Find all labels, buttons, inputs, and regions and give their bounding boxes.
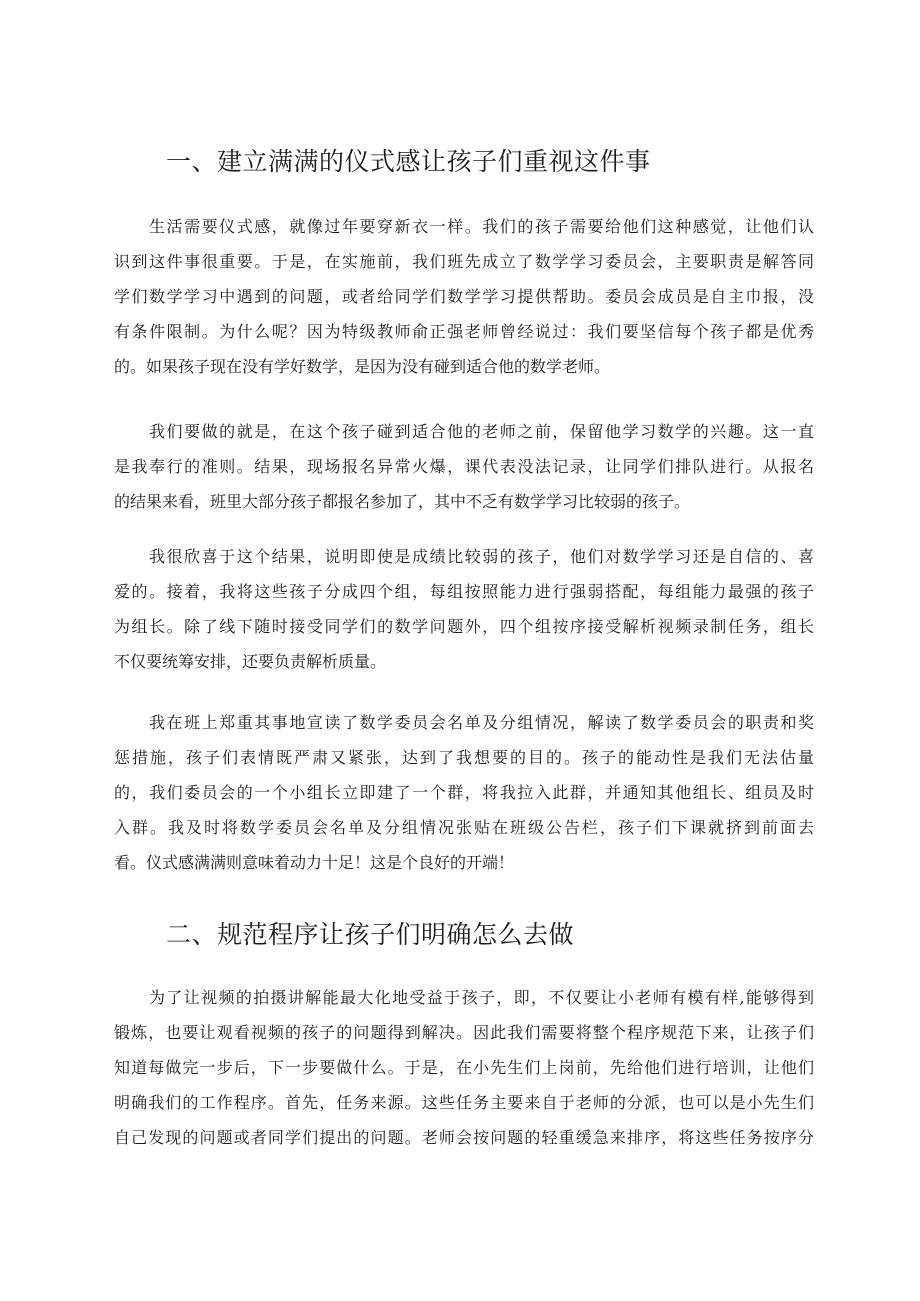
text-line: 的。如果孩子现在没有学好数学，是因为没有碰到适合他的数学老师。 — [114, 357, 611, 376]
section-heading-2: 二、规范程序让孩子们明确怎么去做 — [166, 920, 575, 949]
text-line: 的结果来看，班里大部分孩子都报名参加了，其中不乏有数学学习比较弱的孩子。 — [114, 492, 691, 511]
section-heading-1: 一、建立满满的仪式感让孩子们重视这件事 — [166, 147, 651, 176]
paragraph-1-3 — [114, 539, 814, 679]
text-line: 自己发现的问题或者同学们提出的问题。老师会按问题的轻重缓急来排序，将这些任务按序分 — [114, 1128, 814, 1147]
text-line: 锻炼，也要让观看视频的孩子的问题得到解决。因此我们需要将整个程序规范下来，让孩子们 — [114, 1023, 814, 1042]
text-line: 为组长。除了线下随时接受同学们的数学问题外，四个组按序接受解析视频录制任务，组长 — [114, 617, 814, 636]
paragraph-1-2 — [114, 414, 814, 519]
text-line: 不仅要统筹安排，还要负责解析质量。 — [114, 652, 387, 671]
paragraph-1-1 — [114, 209, 814, 384]
text-line: 的，我们委员会的一个小组长立即建了一个群，将我拉入此群，并通知其他组长、组员及时 — [114, 783, 814, 802]
text-line: 爱的。接着，我将这些孩子分成四个组，每组按照能力进行强弱搭配，每组能力最强的孩子 — [114, 582, 814, 601]
paragraph-2-1 — [114, 980, 814, 1155]
text-line: 入群。我及时将数学委员会名单及分组情况张贴在班级公告栏，孩子们下课就挤到前面去 — [114, 818, 814, 837]
text-line: 知道每做完一步后，下一步要做什么。于是，在小先生们上岗前，先给他们进行培训，让他们 — [114, 1058, 814, 1077]
text-line: 我们要做的就是，在这个孩子碰到适合他的老师之前，保留他学习数学的兴趣。这一直 — [149, 422, 814, 441]
text-line: 有条件限制。为什么呢？因为特级教师俞正强老师曾经说过：我们要坚信每个孩子都是优秀 — [114, 322, 814, 341]
text-line: 学们数学学习中遇到的问题，或者给同学们数学学习提供帮助。委员会成员是自主巾报，没 — [114, 287, 814, 306]
text-line: 我很欣喜于这个结果，说明即使是成绩比较弱的孩子，他们对数学学习还是自信的、喜 — [149, 547, 814, 566]
paragraph-1-4 — [114, 705, 814, 880]
text-line: 惩措施，孩子们表情既严肃又紧张，达到了我想要的目的。孩子的能动性是我们无法估量 — [114, 748, 814, 767]
text-line: 为了让视频的拍摄讲解能最大化地受益于孩子，即，不仅要让小老师有模有样,能够得到 — [149, 988, 814, 1007]
text-line: 生活需要仪式感，就像过年要穿新衣一样。我们的孩子需要给他们这种感觉，让他们认 — [149, 217, 814, 236]
text-line: 明确我们的工作程序。首先，任务来源。这些任务主要来自于老师的分派，也可以是小先生们 — [114, 1093, 814, 1112]
text-line: 我在班上郑重其事地宣读了数学委员会名单及分组情况，解读了数学委员会的职责和奖 — [149, 713, 814, 732]
text-line: 看。仪式感满满则意味着动力十足！这是个良好的开端！ — [114, 853, 515, 872]
text-line: 是我奉行的准则。结果，现场报名异常火爆，课代表没法记录，让同学们排队进行。从报名 — [114, 457, 814, 476]
text-line: 识到这件事很重要。于是，在实施前，我们班先成立了数学学习委员会，主要职责是解答同 — [114, 252, 814, 271]
